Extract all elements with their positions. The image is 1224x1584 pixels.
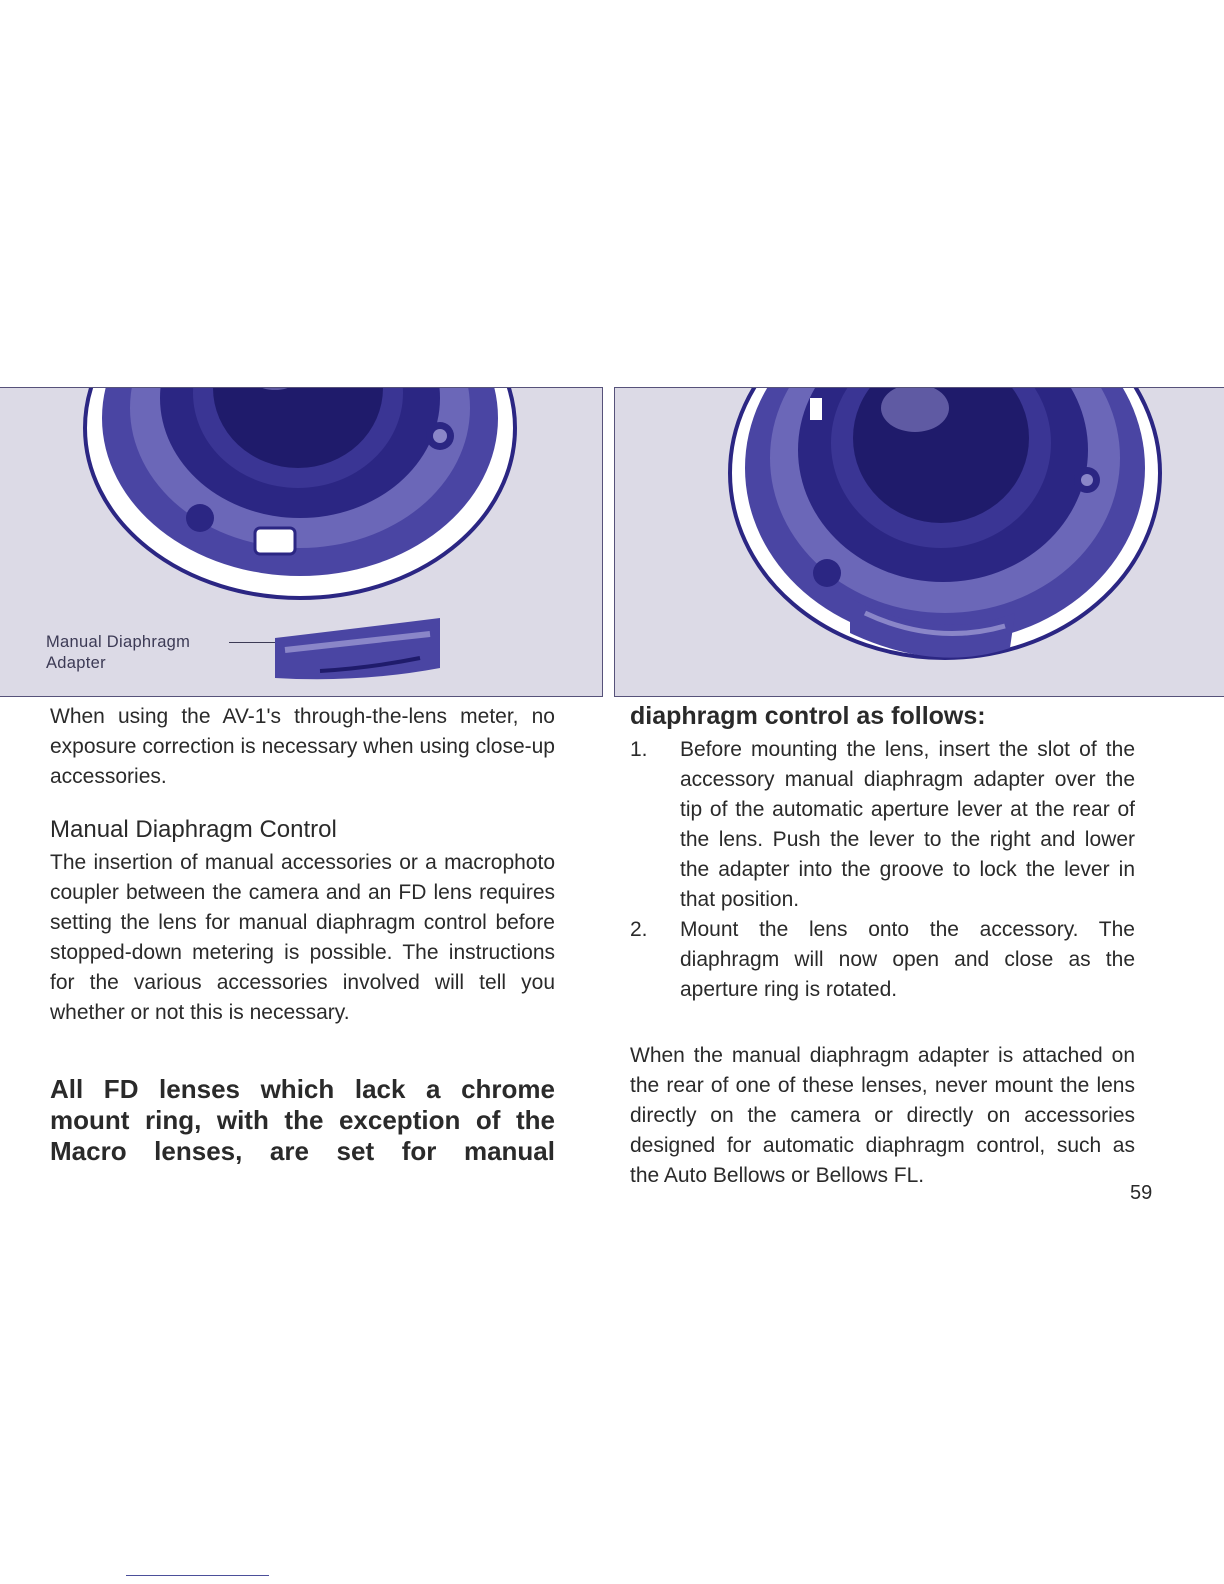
step-text: Before mounting the lens, insert the slot of the accessory manual diaphragm adapter over the tip of the automatic aperture lever at the rear of the lens. Push the lever to the right and lower the adapter into the groove to lock the lever in that position.: [680, 738, 1135, 911]
page-number: 59: [1130, 1182, 1153, 1204]
step-number: 2.: [630, 918, 648, 941]
bold-lead-paragraph: All FD lenses which lack a chrome mount ring, with the exception of the Macro lenses, are set for manual: [50, 1074, 555, 1166]
steps-list: [630, 735, 1135, 1005]
continued-heading: diaphragm control as follows:: [630, 702, 986, 730]
lens-rear-photo-right: [614, 387, 1224, 697]
step-number: 1.: [630, 738, 648, 761]
step-item: [630, 915, 1135, 1005]
section-body-paragraph: The insertion of manual accessories or a macrophoto coupler between the camera and an FD lens requires setting the lens for manual diaphragm control before stopped-down metering is possible. The instructions for the various accessories involved will tell you whether or not this is necessary.: [50, 851, 555, 1024]
closing-paragraph: When the manual diaphragm adapter is attached on the rear of one of these lenses, never mount the lens directly on the camera or directly on accessories designed for automatic diaphragm control, such as the Auto Bellows or Bellows FL.: [630, 1044, 1135, 1187]
step-text: Mount the lens onto the accessory. The diaphragm will now open and close as the aperture ring is rotated.: [680, 918, 1135, 1001]
footer-rule: [126, 1575, 269, 1576]
callout-label-line1: Manual Diaphragm: [46, 633, 191, 651]
step-item: [630, 735, 1135, 915]
figure-callout: [46, 632, 306, 674]
section-title: Manual Diaphragm Control: [50, 816, 337, 843]
intro-paragraph: When using the AV-1's through-the-lens meter, no exposure correction is necessary when using close-up accessories.: [50, 705, 555, 788]
lens-illustration-right: [615, 388, 1224, 696]
callout-label-line2: Adapter: [46, 654, 106, 672]
